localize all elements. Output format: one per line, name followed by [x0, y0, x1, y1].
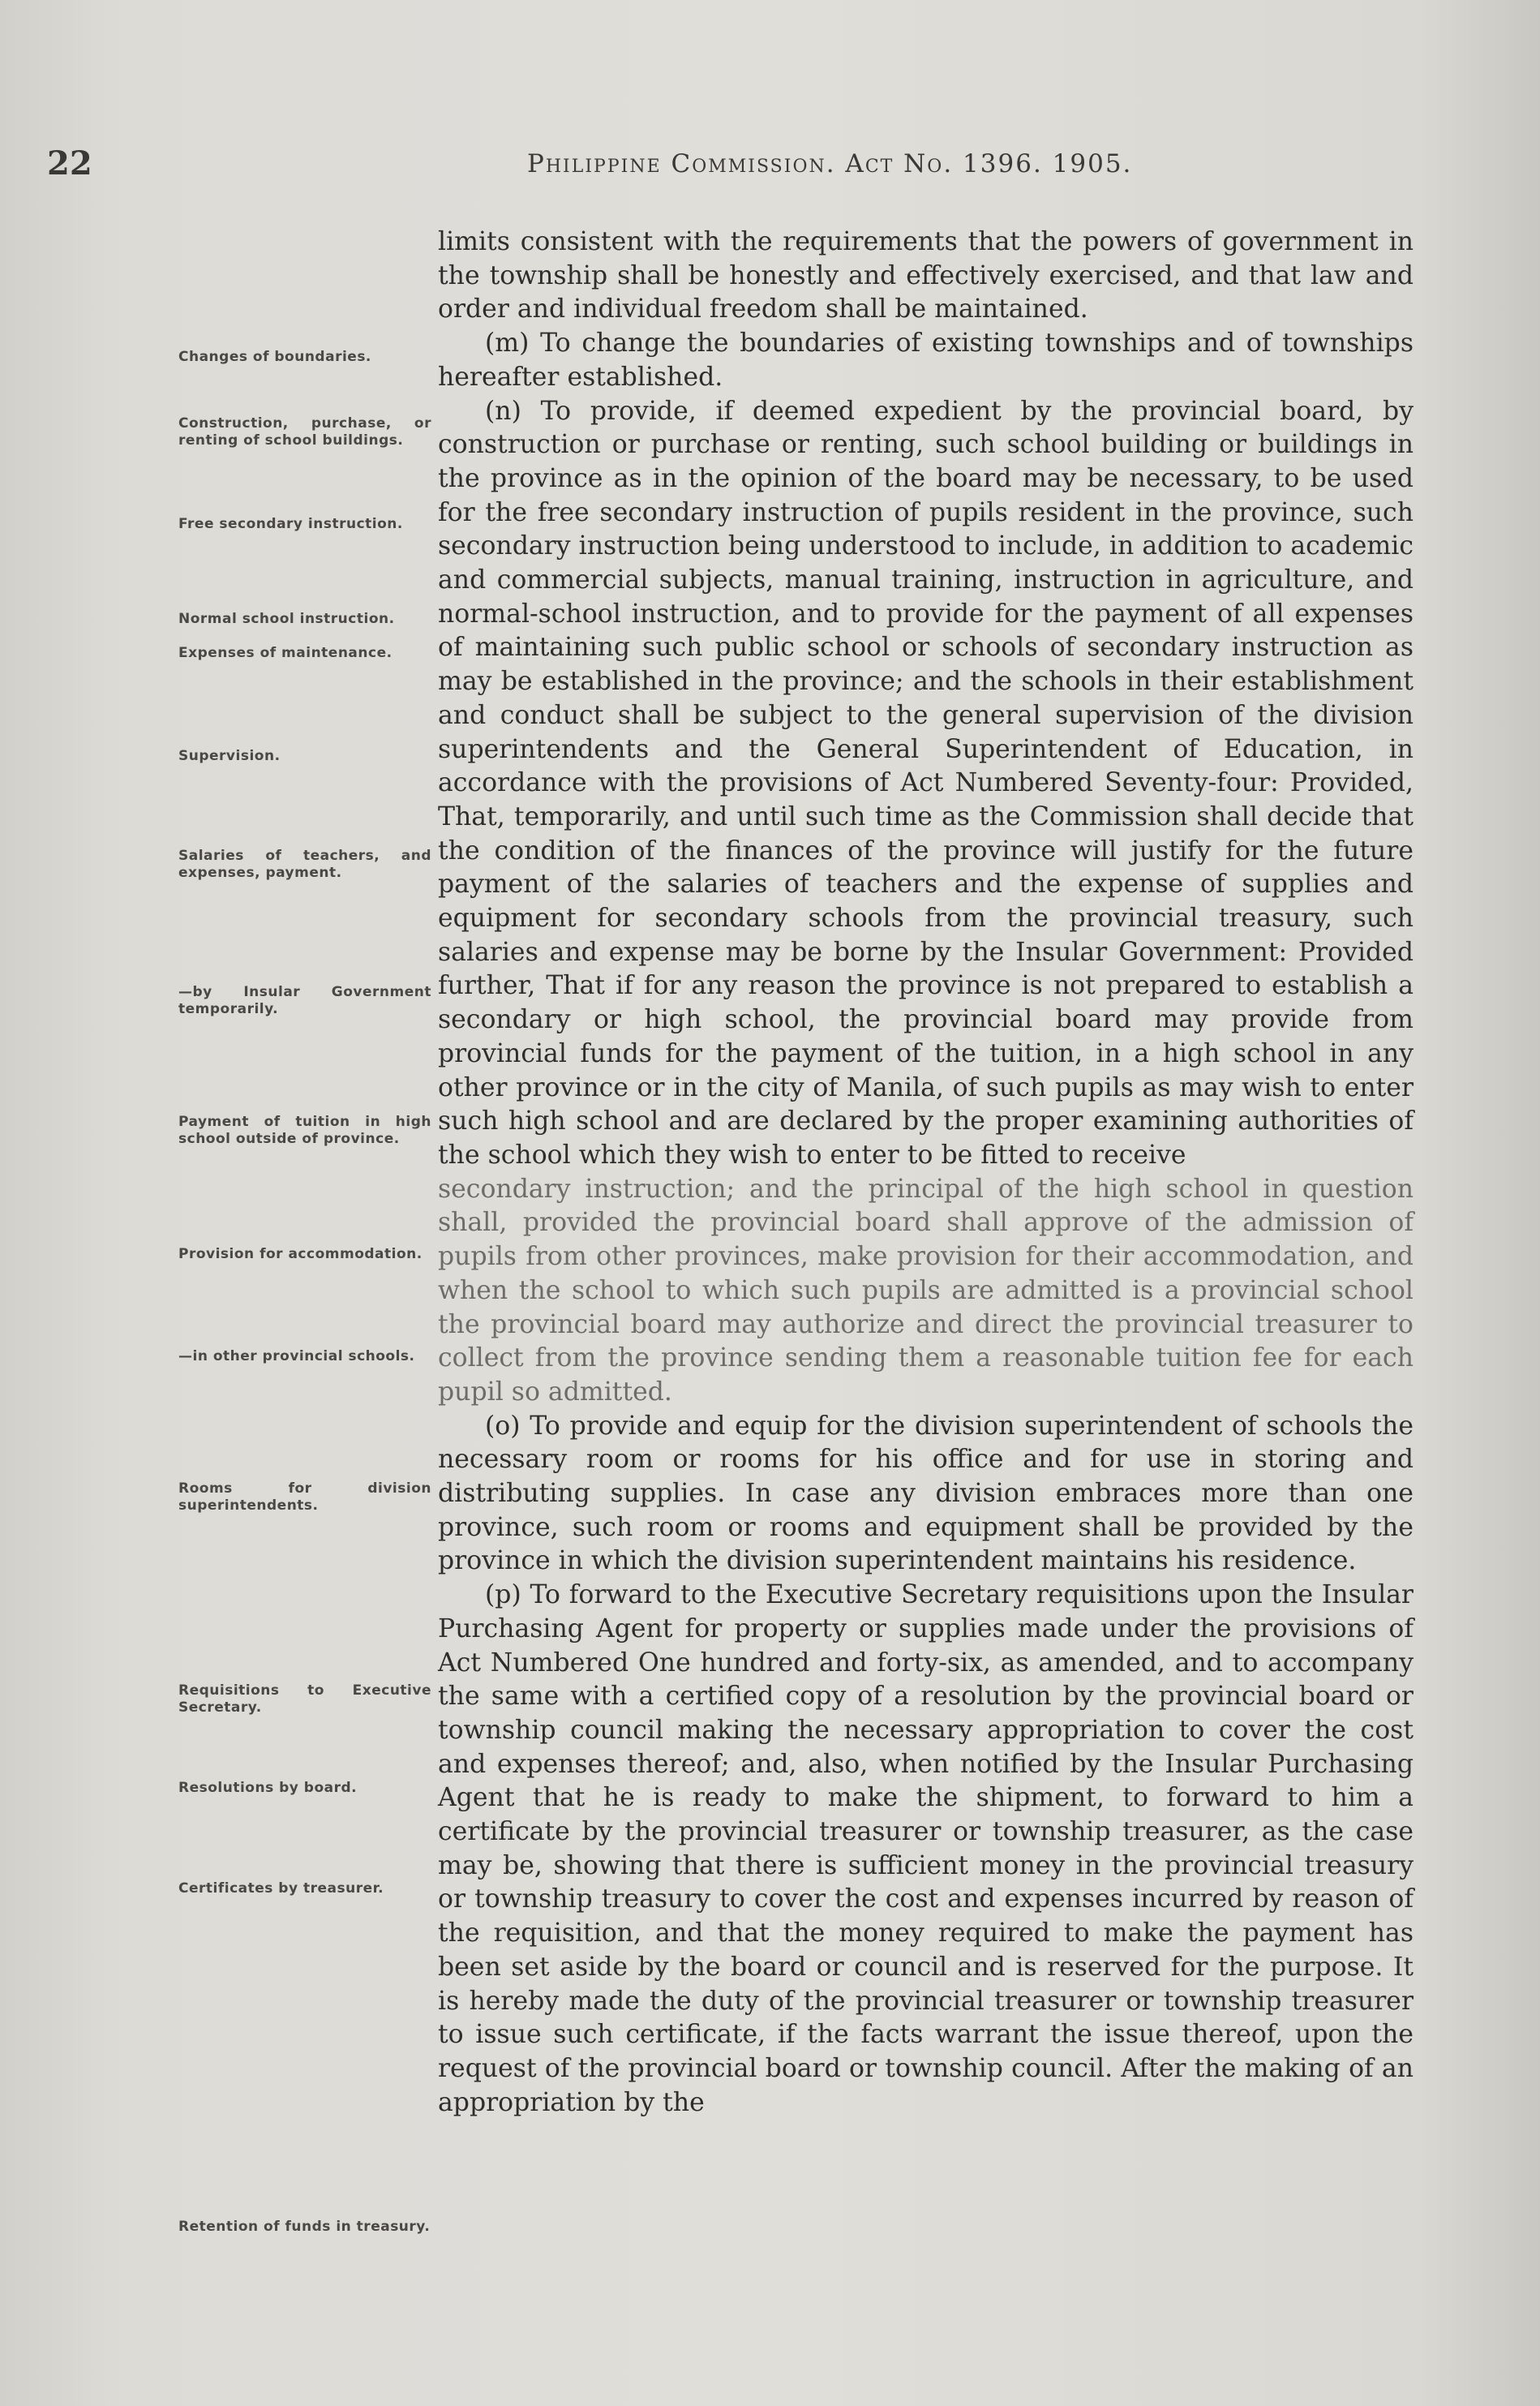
marginal-note: —by Insular Government temporarily.: [178, 984, 431, 1017]
marginal-note: Expenses of maintenance.: [178, 645, 393, 661]
marginal-note: Supervision.: [178, 748, 281, 764]
paragraph: (n) To provide, if deemed expedient by the provincial board, by construction or purchase or renting, such school building or buildings in the province as in the opinion of the board may be necessary, to be used for the free secondary instruction of pupils resident in the province, such secondary instruction being understood to include, in addition to academic and commercial subjects, manual training, instruction in agriculture, and normal-school instruction, and to provide for the payment of all expenses of maintaining such public school or schools of secondary instruction as may be established in the province; and the schools in their establishment and conduct shall be subject to the general supervision of the division superintendents and the General Superintendent of Education, in accordance with the provisions of Act Numbered Seventy-four: Provided, That, temporarily, and until such time as the Commission shall decide that the condition of the finances of the province will justify for the future payment of the salaries of teachers and the expense of supplies and equipment for secondary schools from the provincial treasury, such salaries and expense may be borne by the Insular Government: Provided further, That if for any reason the province is not prepared to establish a secondary or high school, the provincial board may provide from provincial funds for the payment of the tuition, in a high school in any other province or in the city of Manila, of such pupils as may wish to enter such high school and are declared by the proper examining authorities of the school which they wish to enter to be fitted to receive: [438, 396, 1413, 1170]
marginal-note: Requisitions to Executive Secretary.: [178, 1682, 431, 1716]
paragraph: (m) To change the boundaries of existing townships and of townships hereafter established.: [438, 329, 1413, 392]
marginal-note: Certificates by treasurer.: [178, 1880, 384, 1897]
marginal-note: —in other provincial schools.: [178, 1348, 415, 1364]
paragraph: secondary instruction; and the principal of the high school in question shall, provided the provincial board shall approve of the admission of pupils from other provinces, make provision for their accommodation, and when the school to which such pupils are admitted is a provincial school the provincial board may authorize and direct the provincial treasurer to collect from the province sending them a reasonable tuition fee for each pupil so admitted.: [438, 1174, 1413, 1407]
marginal-note: Construction, purchase, or renting of school buildings.: [178, 415, 431, 449]
marginal-note: Salaries of teachers, and expenses, payment.: [178, 848, 431, 881]
marginal-note: Changes of boundaries.: [178, 349, 371, 365]
page-number: 22: [47, 144, 92, 183]
body-text: [438, 226, 1413, 2120]
marginal-note: Rooms for division superintendents.: [178, 1480, 431, 1514]
page-header: [0, 144, 1540, 193]
marginal-note: Normal school instruction.: [178, 611, 395, 627]
paragraph: (o) To provide and equip for the division superintendent of schools the necessary room or rooms for his office and for use in storing and distributing supplies. In case any division embraces more than one province, such room or rooms and equipment shall be provided by the province in which the division superintendent maintains his residence.: [438, 1411, 1413, 1576]
marginal-note: Free secondary instruction.: [178, 516, 403, 532]
marginal-note: Retention of funds in treasury.: [178, 2219, 431, 2235]
marginal-note: Provision for accommodation.: [178, 1246, 423, 1262]
marginal-note: Payment of tuition in high school outside of province.: [178, 1114, 431, 1147]
marginal-note: Resolutions by board.: [178, 1780, 358, 1796]
paragraph: (p) To forward to the Executive Secretary requisitions upon the Insular Purchasing Agent for property or supplies made under the provisions of Act Numbered One hundred and forty-six, as amended, and to accompany the same with a certified copy of a resolution by the provincial board or township council making the necessary appropriation to cover the cost and expenses thereof; and, also, when notified by the Insular Purchasing Agent that he is ready to make the shipment, to forward to him a certificate by the provincial treasurer or township treasurer, as the case may be, showing that there is sufficient money in the provincial treasury or township treasury to cover the cost and expenses incurred by reason of the requisition, and that the money required to make the payment has been set aside by the board or council and is reserved for the purpose. It is hereby made the duty of the provincial treasurer or township treasurer to issue such certificate, if the facts warrant the issue thereof, upon the request of the provincial board or township council. After the making of an appropriation by the: [438, 1580, 1413, 2117]
paragraph: limits consistent with the requirements that the powers of government in the township shall be honestly and effectively exercised, and that law and order and individual freedom shall be maintained.: [438, 227, 1413, 324]
running-head: Philippine Commission. Act No. 1396. 1905.: [527, 149, 1133, 178]
